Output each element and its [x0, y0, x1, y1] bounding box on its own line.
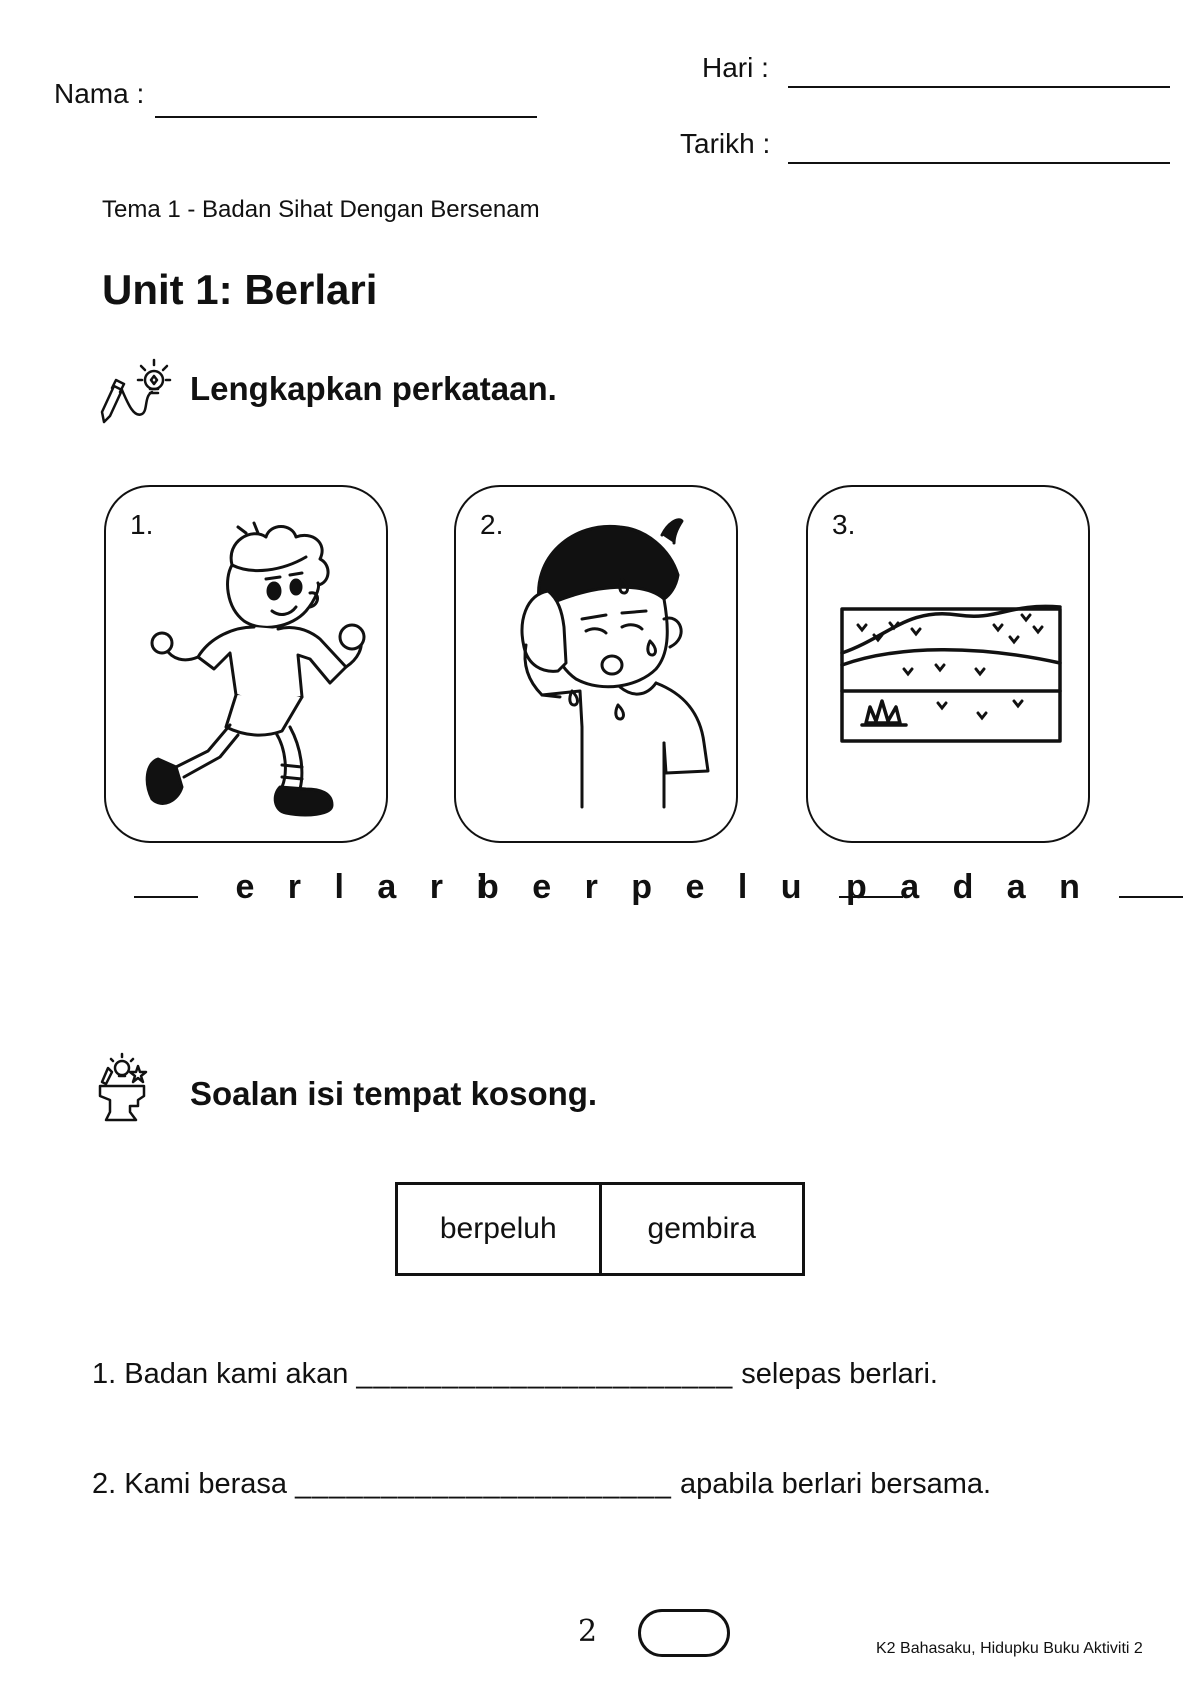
question-2	[92, 1468, 991, 1501]
hari-field[interactable]	[788, 86, 1170, 88]
card-number: 2.	[480, 509, 504, 540]
question-2-end: apabila berlari bersama.	[680, 1468, 992, 1500]
question-2-start: 2. Kami berasa	[92, 1468, 288, 1500]
page-number: 2	[578, 1614, 598, 1649]
question-1-end: selepas berlari.	[741, 1358, 938, 1390]
word-2-text: b e r p e l u	[478, 868, 814, 906]
picture-card-1	[104, 485, 388, 843]
hari-label: Hari :	[702, 52, 769, 83]
tarikh-label: Tarikh :	[680, 128, 771, 159]
word-1-text: e r l a r i	[235, 868, 498, 906]
card-number: 3.	[832, 509, 856, 540]
word-1	[134, 868, 498, 907]
picture-card-2	[454, 485, 738, 843]
instruction-complete-words: Lengkapkan perkataan.	[190, 370, 557, 407]
question-1-blank[interactable]: ______________________	[356, 1358, 734, 1390]
blank-before-word[interactable]	[134, 870, 198, 898]
theme-subtitle: Tema 1 - Badan Sihat Dengan Bersenam	[102, 196, 540, 223]
word-3	[846, 868, 1183, 907]
picture-card-3	[806, 485, 1090, 843]
pencil-lightbulb-icon	[98, 356, 172, 426]
tarikh-field[interactable]	[788, 162, 1170, 164]
score-box	[638, 1609, 730, 1657]
word-bank-item: gembira	[599, 1185, 803, 1273]
word-2	[478, 868, 903, 907]
thinking-head-icon	[94, 1052, 154, 1122]
question-2-blank[interactable]: ______________________	[295, 1468, 672, 1500]
word-bank-item: berpeluh	[439, 1212, 557, 1245]
nama-field[interactable]	[155, 116, 537, 118]
book-title: K2 Bahasaku, Hidupku Buku Aktiviti 2	[876, 1640, 1143, 1657]
nama-label: Nama :	[54, 78, 145, 109]
blank-after-word[interactable]	[1119, 870, 1183, 898]
instruction-fill-blanks: Soalan isi tempat kosong.	[190, 1075, 598, 1112]
running-boy-icon	[106, 487, 390, 845]
unit-title: Unit 1: Berlari	[102, 266, 378, 313]
field-landscape-icon	[808, 487, 1092, 845]
question-1-start: 1. Badan kami akan	[92, 1358, 349, 1390]
question-1	[92, 1358, 938, 1391]
sweating-boy-icon	[456, 487, 740, 845]
word-3-text: p a d a n	[846, 868, 1092, 906]
word-bank	[395, 1182, 805, 1276]
card-number: 1.	[130, 509, 154, 540]
